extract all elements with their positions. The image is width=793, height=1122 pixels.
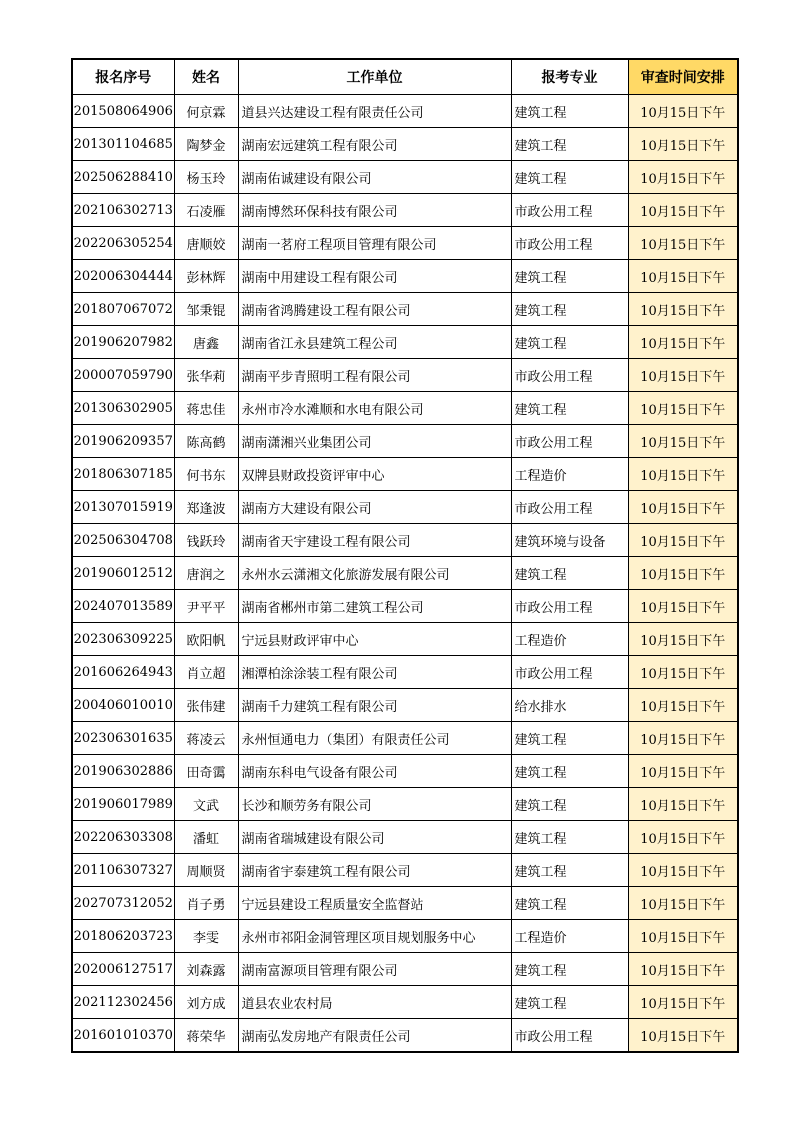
name-cell: 田奇霭 <box>174 755 238 788</box>
reg-no-cell: 201806203723 <box>72 920 174 953</box>
table-row <box>72 392 738 425</box>
reg-no-cell: 201601010370 <box>72 1019 174 1053</box>
table-row <box>72 326 738 359</box>
name-cell: 邹秉锟 <box>174 293 238 326</box>
header-name: 姓名 <box>174 59 238 95</box>
major-cell: 市政公用工程 <box>511 227 628 260</box>
major-cell: 建筑工程 <box>511 854 628 887</box>
reg-no-cell: 201301104685 <box>72 128 174 161</box>
org-cell: 湖南东科电气设备有限公司 <box>238 755 511 788</box>
reg-no-cell: 201106307327 <box>72 854 174 887</box>
reg-no-cell: 201606264943 <box>72 656 174 689</box>
org-cell: 湖南中用建设工程有限公司 <box>238 260 511 293</box>
table-row <box>72 293 738 326</box>
table-body <box>72 95 738 1053</box>
org-cell: 湖南省郴州市第二建筑工程公司 <box>238 590 511 623</box>
time-cell: 10月15日下午 <box>628 491 738 524</box>
time-cell: 10月15日下午 <box>628 755 738 788</box>
table-row <box>72 524 738 557</box>
table-row <box>72 161 738 194</box>
org-cell: 永州市祁阳金洞管理区项目规划服务中心 <box>238 920 511 953</box>
table-row <box>72 425 738 458</box>
review-schedule-sheet <box>71 58 739 1053</box>
major-cell: 建筑工程 <box>511 821 628 854</box>
table-row <box>72 821 738 854</box>
name-cell: 欧阳帆 <box>174 623 238 656</box>
major-cell: 建筑工程 <box>511 722 628 755</box>
org-cell: 湖南一茗府工程项目管理有限公司 <box>238 227 511 260</box>
reg-no-cell: 202206305254 <box>72 227 174 260</box>
major-cell: 建筑工程 <box>511 557 628 590</box>
major-cell: 建筑环境与设备 <box>511 524 628 557</box>
table-row <box>72 491 738 524</box>
reg-no-cell: 202506288410 <box>72 161 174 194</box>
name-cell: 肖子勇 <box>174 887 238 920</box>
major-cell: 给水排水 <box>511 689 628 722</box>
time-cell: 10月15日下午 <box>628 623 738 656</box>
org-cell: 湖南方大建设有限公司 <box>238 491 511 524</box>
time-cell: 10月15日下午 <box>628 821 738 854</box>
reg-no-cell: 201806307185 <box>72 458 174 491</box>
reg-no-cell: 201508064906 <box>72 95 174 128</box>
org-cell: 湖南省鸿腾建设工程有限公司 <box>238 293 511 326</box>
major-cell: 市政公用工程 <box>511 425 628 458</box>
name-cell: 尹平平 <box>174 590 238 623</box>
time-cell: 10月15日下午 <box>628 161 738 194</box>
name-cell: 蒋忠佳 <box>174 392 238 425</box>
org-cell: 道县农业农村局 <box>238 986 511 1019</box>
org-cell: 湖南省瑞城建设有限公司 <box>238 821 511 854</box>
name-cell: 周顺贤 <box>174 854 238 887</box>
major-cell: 建筑工程 <box>511 788 628 821</box>
time-cell: 10月15日下午 <box>628 425 738 458</box>
reg-no-cell: 202707312052 <box>72 887 174 920</box>
table-row <box>72 590 738 623</box>
org-cell: 永州市冷水滩顺和水电有限公司 <box>238 392 511 425</box>
table-row <box>72 689 738 722</box>
org-cell: 湖南省宇泰建筑工程有限公司 <box>238 854 511 887</box>
time-cell: 10月15日下午 <box>628 458 738 491</box>
reg-no-cell: 202006304444 <box>72 260 174 293</box>
reg-no-cell: 200406010010 <box>72 689 174 722</box>
name-cell: 石凌雁 <box>174 194 238 227</box>
reg-no-cell: 202112302456 <box>72 986 174 1019</box>
org-cell: 湖南博然环保科技有限公司 <box>238 194 511 227</box>
reg-no-cell: 202206303308 <box>72 821 174 854</box>
time-cell: 10月15日下午 <box>628 260 738 293</box>
org-cell: 湖南省江永县建筑工程公司 <box>238 326 511 359</box>
name-cell: 唐顺姣 <box>174 227 238 260</box>
table-row <box>72 128 738 161</box>
org-cell: 宁远县建设工程质量安全监督站 <box>238 887 511 920</box>
name-cell: 张伟建 <box>174 689 238 722</box>
time-cell: 10月15日下午 <box>628 590 738 623</box>
header-time: 审查时间安排 <box>628 59 738 95</box>
major-cell: 市政公用工程 <box>511 590 628 623</box>
table-row <box>72 788 738 821</box>
time-cell: 10月15日下午 <box>628 953 738 986</box>
name-cell: 杨玉玲 <box>174 161 238 194</box>
reg-no-cell: 201906302886 <box>72 755 174 788</box>
time-cell: 10月15日下午 <box>628 293 738 326</box>
name-cell: 肖立超 <box>174 656 238 689</box>
table-row <box>72 1019 738 1053</box>
time-cell: 10月15日下午 <box>628 920 738 953</box>
major-cell: 建筑工程 <box>511 260 628 293</box>
major-cell: 建筑工程 <box>511 326 628 359</box>
time-cell: 10月15日下午 <box>628 128 738 161</box>
table-row <box>72 656 738 689</box>
major-cell: 市政公用工程 <box>511 194 628 227</box>
org-cell: 宁远县财政评审中心 <box>238 623 511 656</box>
table-row <box>72 227 738 260</box>
major-cell: 建筑工程 <box>511 293 628 326</box>
time-cell: 10月15日下午 <box>628 689 738 722</box>
header-org: 工作单位 <box>238 59 511 95</box>
reg-no-cell: 201906207982 <box>72 326 174 359</box>
table-row <box>72 953 738 986</box>
name-cell: 张华莉 <box>174 359 238 392</box>
table-row <box>72 755 738 788</box>
org-cell: 湖南平步青照明工程有限公司 <box>238 359 511 392</box>
major-cell: 市政公用工程 <box>511 656 628 689</box>
org-cell: 永州水云潇湘文化旅游发展有限公司 <box>238 557 511 590</box>
name-cell: 何书东 <box>174 458 238 491</box>
time-cell: 10月15日下午 <box>628 854 738 887</box>
major-cell: 建筑工程 <box>511 755 628 788</box>
table-row <box>72 722 738 755</box>
table-row <box>72 95 738 128</box>
name-cell: 彭林辉 <box>174 260 238 293</box>
org-cell: 长沙和顺劳务有限公司 <box>238 788 511 821</box>
time-cell: 10月15日下午 <box>628 359 738 392</box>
time-cell: 10月15日下午 <box>628 656 738 689</box>
reg-no-cell: 202506304708 <box>72 524 174 557</box>
time-cell: 10月15日下午 <box>628 95 738 128</box>
table-row <box>72 557 738 590</box>
time-cell: 10月15日下午 <box>628 1019 738 1053</box>
name-cell: 潘虹 <box>174 821 238 854</box>
name-cell: 刘方成 <box>174 986 238 1019</box>
time-cell: 10月15日下午 <box>628 887 738 920</box>
name-cell: 郑逢波 <box>174 491 238 524</box>
time-cell: 10月15日下午 <box>628 722 738 755</box>
name-cell: 李雯 <box>174 920 238 953</box>
name-cell: 文武 <box>174 788 238 821</box>
name-cell: 何京霖 <box>174 95 238 128</box>
name-cell: 钱跃玲 <box>174 524 238 557</box>
header-major: 报考专业 <box>511 59 628 95</box>
org-cell: 湖南富源项目管理有限公司 <box>238 953 511 986</box>
major-cell: 建筑工程 <box>511 392 628 425</box>
reg-no-cell: 202306309225 <box>72 623 174 656</box>
table-row <box>72 986 738 1019</box>
header-row <box>72 59 738 95</box>
org-cell: 湖南佑诚建设有限公司 <box>238 161 511 194</box>
org-cell: 湖南潇湘兴业集团公司 <box>238 425 511 458</box>
time-cell: 10月15日下午 <box>628 227 738 260</box>
name-cell: 唐润之 <box>174 557 238 590</box>
name-cell: 唐鑫 <box>174 326 238 359</box>
major-cell: 市政公用工程 <box>511 359 628 392</box>
name-cell: 陈高鹤 <box>174 425 238 458</box>
time-cell: 10月15日下午 <box>628 788 738 821</box>
org-cell: 双牌县财政投资评审中心 <box>238 458 511 491</box>
table-row <box>72 194 738 227</box>
table-row <box>72 623 738 656</box>
reg-no-cell: 202006127517 <box>72 953 174 986</box>
reg-no-cell: 201807067072 <box>72 293 174 326</box>
time-cell: 10月15日下午 <box>628 524 738 557</box>
major-cell: 建筑工程 <box>511 953 628 986</box>
review-schedule-table <box>71 58 739 1053</box>
major-cell: 市政公用工程 <box>511 491 628 524</box>
major-cell: 工程造价 <box>511 458 628 491</box>
name-cell: 刘森露 <box>174 953 238 986</box>
major-cell: 市政公用工程 <box>511 1019 628 1053</box>
org-cell: 湖南宏远建筑工程有限公司 <box>238 128 511 161</box>
name-cell: 蒋凌云 <box>174 722 238 755</box>
table-row <box>72 854 738 887</box>
major-cell: 建筑工程 <box>511 128 628 161</box>
org-cell: 道县兴达建设工程有限责任公司 <box>238 95 511 128</box>
table-row <box>72 920 738 953</box>
org-cell: 湘潭柏涂涂装工程有限公司 <box>238 656 511 689</box>
major-cell: 建筑工程 <box>511 986 628 1019</box>
org-cell: 湖南省天宇建设工程有限公司 <box>238 524 511 557</box>
reg-no-cell: 201906012512 <box>72 557 174 590</box>
reg-no-cell: 201307015919 <box>72 491 174 524</box>
major-cell: 建筑工程 <box>511 95 628 128</box>
major-cell: 工程造价 <box>511 920 628 953</box>
name-cell: 蒋荣华 <box>174 1019 238 1053</box>
name-cell: 陶梦金 <box>174 128 238 161</box>
reg-no-cell: 201906209357 <box>72 425 174 458</box>
time-cell: 10月15日下午 <box>628 392 738 425</box>
org-cell: 湖南弘发房地产有限责任公司 <box>238 1019 511 1053</box>
reg-no-cell: 201306302905 <box>72 392 174 425</box>
table-header <box>72 59 738 95</box>
major-cell: 建筑工程 <box>511 887 628 920</box>
table-row <box>72 260 738 293</box>
reg-no-cell: 202407013589 <box>72 590 174 623</box>
major-cell: 建筑工程 <box>511 161 628 194</box>
reg-no-cell: 202106302713 <box>72 194 174 227</box>
org-cell: 湖南千力建筑工程有限公司 <box>238 689 511 722</box>
table-row <box>72 887 738 920</box>
table-row <box>72 458 738 491</box>
time-cell: 10月15日下午 <box>628 194 738 227</box>
reg-no-cell: 201906017989 <box>72 788 174 821</box>
time-cell: 10月15日下午 <box>628 557 738 590</box>
org-cell: 永州恒通电力（集团）有限责任公司 <box>238 722 511 755</box>
header-reg-no: 报名序号 <box>72 59 174 95</box>
time-cell: 10月15日下午 <box>628 986 738 1019</box>
table-row <box>72 359 738 392</box>
reg-no-cell: 200007059790 <box>72 359 174 392</box>
time-cell: 10月15日下午 <box>628 326 738 359</box>
reg-no-cell: 202306301635 <box>72 722 174 755</box>
major-cell: 工程造价 <box>511 623 628 656</box>
